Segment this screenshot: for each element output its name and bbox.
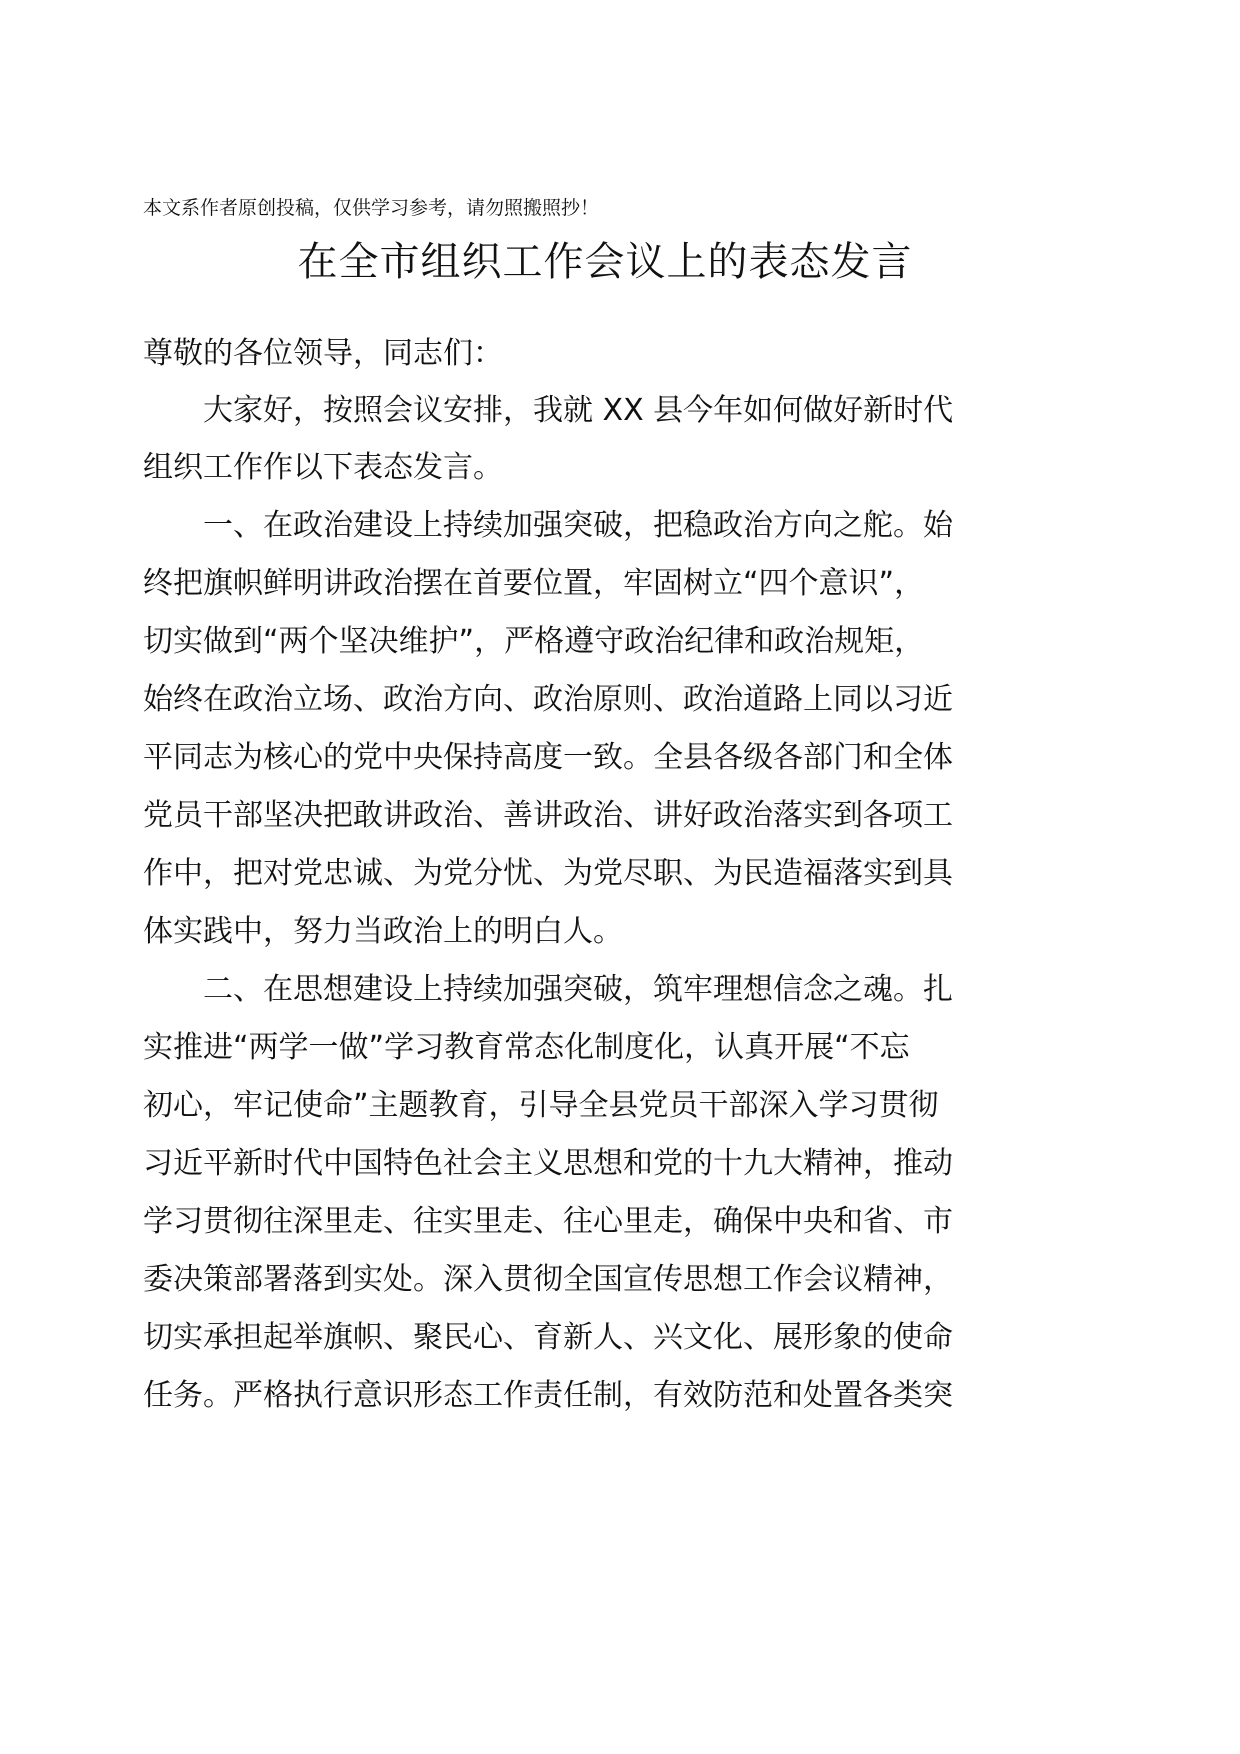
paragraph-line: 实推进“两学一做”学习教育常态化制度化，认真开展“不忘 — [143, 1030, 910, 1065]
paragraph-line: 切实做到“两个坚决维护”，严格遵守政治纪律和政治规矩， — [143, 624, 925, 659]
document-title: 在全市组织工作会议上的表态发言 — [297, 239, 913, 285]
salutation: 尊敬的各位领导，同志们： — [143, 336, 503, 371]
paragraph-line: 切实承担起举旗帜、聚民心、育新人、兴文化、展形象的使命 — [143, 1320, 953, 1355]
paragraph-line: 任务。严格执行意识形态工作责任制，有效防范和处置各类突 — [143, 1378, 953, 1413]
paragraph-line: 初心，牢记使命”主题教育，引导全县党员干部深入学习贯彻 — [143, 1088, 939, 1123]
paragraph-line: 习近平新时代中国特色社会主义思想和党的十九大精神，推动 — [143, 1146, 953, 1181]
paragraph-line: 组织工作作以下表态发言。 — [143, 450, 503, 485]
copyright-notice: 本文系作者原创投稿，仅供学习参考，请勿照搬照抄！ — [143, 197, 600, 219]
section-heading-2: 二、在思想建设上持续加强突破，筑牢理想信念之魂。扎 — [203, 972, 953, 1007]
section-heading-1: 一、在政治建设上持续加强突破，把稳政治方向之舵。始 — [203, 508, 953, 543]
paragraph-line: 委决策部署落到实处。深入贯彻全国宣传思想工作会议精神， — [143, 1262, 953, 1297]
paragraph-line: 平同志为核心的党中央保持高度一致。全县各级各部门和全体 — [143, 740, 953, 775]
paragraph-line: 党员干部坚决把敢讲政治、善讲政治、讲好政治落实到各项工 — [143, 798, 953, 833]
paragraph-line: 体实践中，努力当政治上的明白人。 — [143, 914, 623, 949]
paragraph-line: 作中，把对党忠诚、为党分忧、为党尽职、为民造福落实到具 — [143, 856, 953, 891]
paragraph-line: 大家好，按照会议安排，我就 XX 县今年如何做好新时代 — [203, 393, 954, 428]
paragraph-line: 终把旗帜鲜明讲政治摆在首要位置，牢固树立“四个意识”， — [143, 566, 925, 601]
paragraph-line: 始终在政治立场、政治方向、政治原则、政治道路上同以习近 — [143, 682, 953, 717]
paragraph-line: 学习贯彻往深里走、往实里走、往心里走，确保中央和省、市 — [143, 1204, 953, 1239]
